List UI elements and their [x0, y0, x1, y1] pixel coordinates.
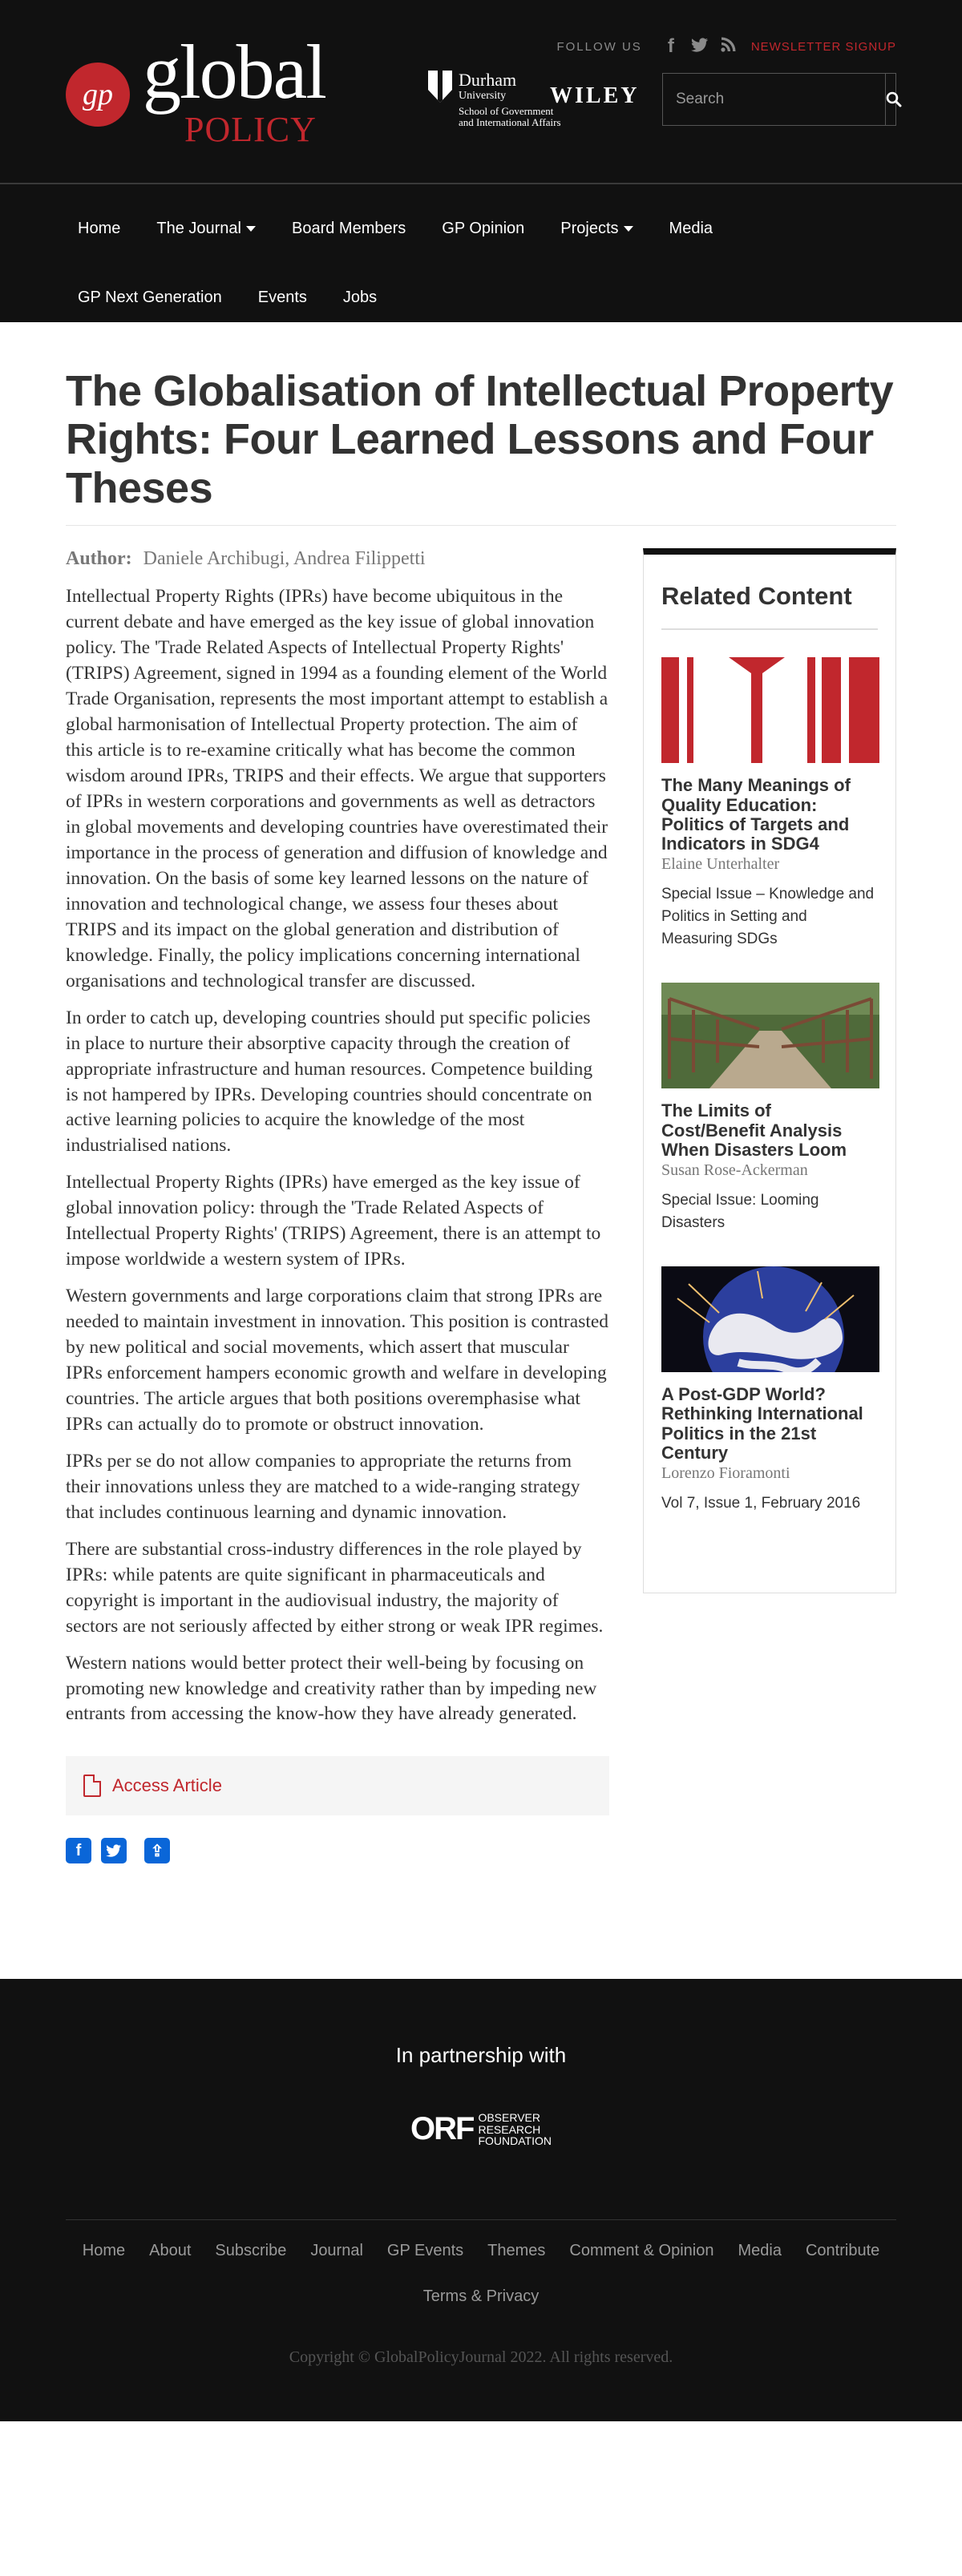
related-item-issue: Special Issue: Looming Disasters: [661, 1192, 819, 1232]
global-policy-logo[interactable]: [66, 29, 354, 151]
nav-item-label: Home: [78, 220, 121, 237]
nav-item-gp-next-generation[interactable]: [66, 277, 222, 346]
related-content-sidebar: [643, 548, 896, 1593]
wiley-logo[interactable]: WILEY: [550, 83, 640, 108]
footer-divider: [66, 2219, 896, 2220]
article-main: [66, 322, 896, 1863]
footer-link-comment-opinion[interactable]: Comment & Opinion: [569, 2242, 714, 2260]
access-article-link[interactable]: Access Article: [112, 1775, 222, 1796]
access-article-box: [66, 1756, 609, 1815]
nav-item-jobs[interactable]: [331, 277, 377, 346]
pdf-file-icon: [83, 1775, 101, 1797]
caret-down-icon: [246, 226, 256, 232]
rss-icon[interactable]: [719, 35, 738, 58]
share-button[interactable]: ⇪: [144, 1838, 170, 1863]
nav-item-label: Projects: [560, 220, 619, 237]
share-buttons: [66, 1838, 609, 1863]
nav-item-gp-opinion[interactable]: [430, 208, 524, 277]
related-item-title[interactable]: The Many Meanings of Quality Education: Politics of Targets and Indicators in SDG4: [661, 775, 851, 854]
body-paragraph: Western governments and large corporations claim that strong IPRs are needed to maintain investment in innovation. This position is contrasted by new political and social movements, which assert that muscular IPRs enforcement hampers economic growth and welfare in developing countries. The article argues that both positions overemphasise what IPRs can actually do to promote or obstruct innovation.: [66, 1286, 609, 1435]
article-body: [66, 548, 609, 1863]
facebook-share-button[interactable]: f: [66, 1838, 91, 1863]
durham-sub: University: [459, 90, 507, 103]
body-paragraph: Western nations would better protect their well-being by focusing on promoting new knowledge and creativity rather than by impeding new entrants from accessing the know-how they have already generated.: [66, 1652, 597, 1725]
footer-link-subscribe[interactable]: Subscribe: [215, 2242, 287, 2260]
gp-logo-mark: gp: [66, 63, 130, 127]
durham-shield-icon: [428, 71, 452, 103]
follow-us-label: FOLLOW US: [556, 39, 642, 54]
author-label: Author:: [66, 548, 132, 570]
related-content-title: Related Content: [661, 582, 878, 630]
nav-item-label: The Journal: [156, 220, 241, 237]
footer-link-gp-events[interactable]: GP Events: [386, 2242, 464, 2260]
footer-link-about[interactable]: About: [149, 2242, 192, 2260]
orf-line1: OBSERVER: [478, 2110, 540, 2124]
related-item-author: Lorenzo Fioramonti: [661, 1464, 790, 1483]
caret-down-icon: [624, 226, 633, 232]
site-footer: [0, 1979, 962, 2421]
nav-item-label: Events: [257, 289, 307, 306]
nav-item-projects[interactable]: [548, 208, 633, 277]
nav-item-events[interactable]: [246, 277, 307, 346]
related-item-author: Elaine Unterhalter: [661, 855, 780, 874]
body-paragraph: IPRs per se do not allow companies to appropriate the returns from their innovations unless they are matched to a wide-ranging strategy that includes continuous learning and dynamic innovation.: [66, 1450, 580, 1523]
related-thumbnail-image[interactable]: [661, 983, 879, 1088]
follow-us-bar: [556, 35, 896, 58]
related-item-title[interactable]: A Post-GDP World? Rethinking International Politics in the 21st Century: [661, 1384, 863, 1463]
footer-link-home[interactable]: Home: [82, 2242, 126, 2260]
author-line: [66, 548, 609, 570]
orf-logo[interactable]: [410, 2111, 552, 2147]
nav-item-label: GP Next Generation: [78, 289, 222, 306]
nav-item-label: GP Opinion: [442, 220, 525, 237]
article-title: The Globalisation of Intellectual Property Rights: Four Learned Lessons and Four Theses: [66, 367, 896, 526]
related-item-issue: Vol 7, Issue 1, February 2016: [661, 1495, 861, 1512]
footer-link-contribute[interactable]: Contribute: [805, 2242, 880, 2260]
related-item-issue: Special Issue – Knowledge and Politics in Setting and Measuring SDGs: [661, 886, 875, 948]
search-form: [662, 73, 896, 126]
body-paragraph: In order to catch up, developing countries should put specific policies in place to nurture their absorptive capacity through the creation of appropriate infrastructure and human resources. Competence building is not hampered by IPRs. Developing countries should concentrate on active learning policies to acquire the knowledge of the most industrialised nations.: [66, 1007, 593, 1157]
twitter-share-button[interactable]: [101, 1838, 127, 1863]
twitter-icon[interactable]: [690, 35, 709, 58]
durham-school-line2: and International Affairs: [459, 115, 561, 128]
orf-logo-mark: ORF: [410, 2111, 474, 2147]
body-paragraph: Intellectual Property Rights (IPRs) have emerged as the key issue of global innovation policy: through the 'Trade Related Aspects of Intellectual Property Rights' (TRIPS) Agreement, there is an attempt to impose worldwide a western system of IPRs.: [66, 1172, 601, 1270]
footer-link-themes[interactable]: Themes: [487, 2242, 546, 2260]
footer-links: [66, 2243, 896, 2334]
newsletter-signup-link[interactable]: NEWSLETTER SIGNUP: [750, 39, 896, 54]
search-button[interactable]: [885, 74, 902, 125]
durham-university-logo[interactable]: [428, 71, 561, 128]
orf-line2: RESEARCH: [478, 2122, 541, 2136]
related-item-title[interactable]: The Limits of Cost/Benefit Analysis When Disasters Loom: [661, 1100, 847, 1160]
nav-item-media[interactable]: [657, 208, 713, 277]
footer-link-journal[interactable]: Journal: [310, 2242, 363, 2260]
site-header: [0, 0, 962, 184]
nav-item-label: Jobs: [342, 289, 378, 306]
footer-link-terms-privacy[interactable]: Terms & Privacy: [422, 2287, 540, 2306]
nav-item-board-members[interactable]: [280, 208, 406, 277]
author-names: Daniele Archibugi, Andrea Filippetti: [143, 548, 426, 570]
footer-link-media[interactable]: Media: [738, 2242, 782, 2260]
partnership-label: In partnership with: [395, 2043, 567, 2068]
orf-line3: FOUNDATION: [478, 2134, 552, 2148]
nav-item-label: Board Members: [291, 220, 406, 237]
nav-item-label: Media: [669, 220, 713, 237]
abstract-paragraph: Intellectual Property Rights (IPRs) have become ubiquitous in the current debate and have emerged as the key issue of global innovation policy. The 'Trade Related Aspects of Intellectual Property Rights' (TRIPS) Agreement, signed in 1994 as a founding element of the World Trade Organisation, represents the most important attempt to establish a global harmonisation of Intellectual Property protection. The aim of this article is to re-examine critically what has become the common wisdom around IPRs, TRIPS and their effects. We argue that supporters of IPRs in western corporations and governments as well as detractors in global movements and developing countries have overestimated their importance in the process of generation and diffusion of knowledge and innovation. On the basis of some key learned lessons on the nature of innovation and technological change, we assess four theses about TRIPS and its impact on the global generation and distribution of knowledge. Finally, the policy implications concerning international organisations and technological transfer are discussed.: [66, 586, 608, 991]
nav-item-home[interactable]: [66, 208, 120, 277]
nav-item-the-journal[interactable]: [144, 208, 256, 277]
related-item[interactable]: [661, 1266, 878, 1515]
related-thumbnail-image[interactable]: [661, 1266, 879, 1372]
main-nav: [0, 184, 962, 322]
twitter-icon: [106, 1844, 122, 1857]
related-item-author: Susan Rose-Ackerman: [661, 1161, 808, 1180]
logo-word-global: global: [143, 29, 325, 115]
body-paragraph: There are substantial cross-industry differences in the role played by IPRs: while patents are quite significant in pharmaceuticals and copyright is important in the audiovisual industry, the majority of sectors are not seriously affected by either strong or weak IPR regimes.: [66, 1538, 604, 1637]
logo-word-policy: POLICY: [184, 110, 317, 149]
search-icon: [886, 91, 902, 107]
related-item[interactable]: [661, 983, 878, 1234]
durham-name: Durham: [459, 70, 517, 90]
durham-school-line1: School of Government: [459, 104, 554, 117]
copyright-text: Copyright © GlobalPolicyJournal 2022. All rights reserved.: [289, 2348, 673, 2367]
related-thumbnail-image[interactable]: [661, 657, 879, 763]
related-item[interactable]: [661, 657, 878, 951]
facebook-icon[interactable]: f: [667, 35, 674, 57]
search-input[interactable]: [663, 74, 885, 125]
